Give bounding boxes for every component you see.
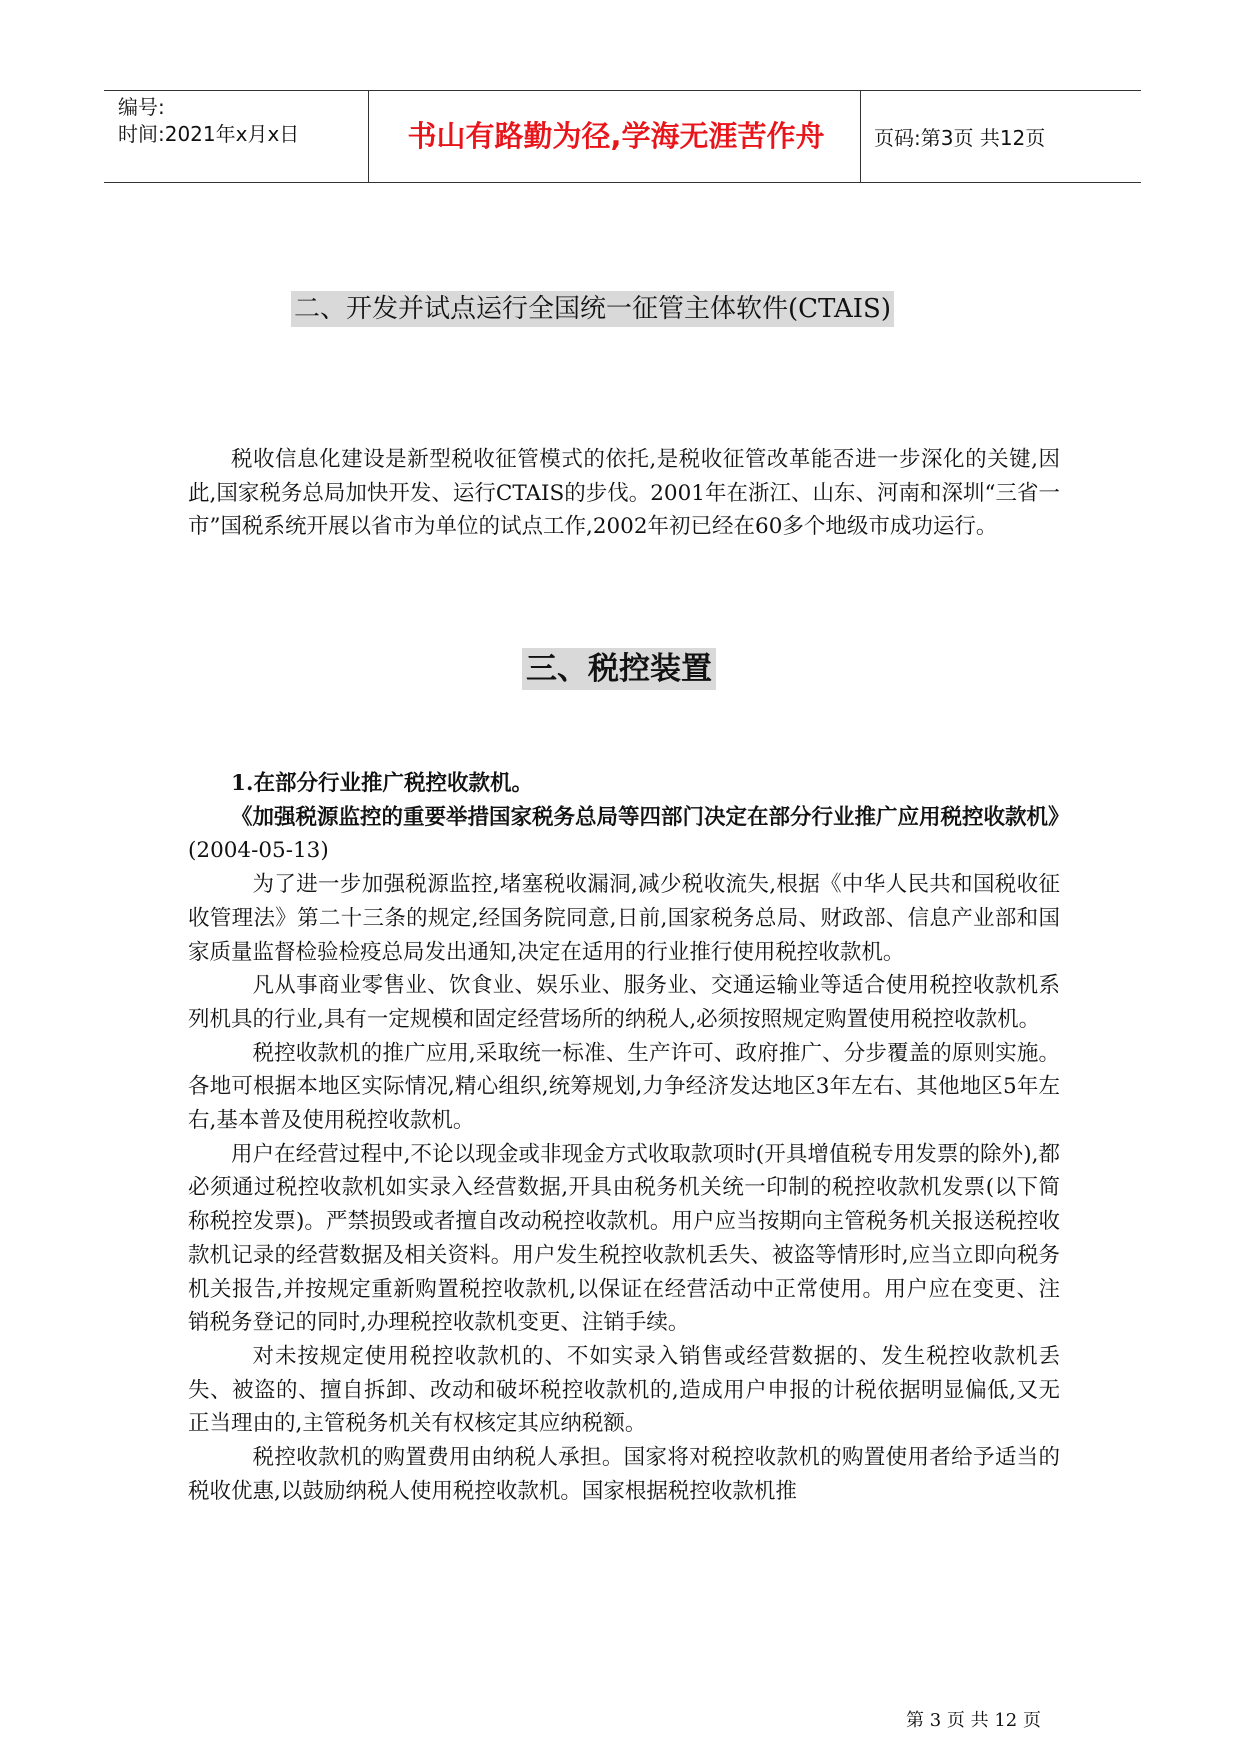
article-title: 《加强税源监控的重要举措国家税务总局等四部门决定在部分行业推广应用税控收款机》 — [231, 804, 1070, 830]
article-title-line — [188, 801, 1070, 868]
section-heading-tax-control: 三、税控装置 — [522, 648, 716, 690]
paragraph: 对未按规定使用税控收款机的、不如实录入销售或经营数据的、发生税控收款机丢失、被盗的、擅自拆卸、改动和破坏税控收款机的,造成用户申报的计税依据明显偏低,又无正当理由的,主管税务机关有权核定其应纳税额。 — [188, 1343, 1060, 1437]
footer-page-number: 第 3 页 共 12 页 — [906, 1710, 1041, 1731]
section-heading-ctais: 二、开发并试点运行全国统一征管主体软件(CTAIS) — [291, 291, 894, 327]
header-bottom-rule — [104, 182, 1141, 183]
section-tax-control-body — [188, 767, 1070, 1508]
paragraph: 凡从事商业零售业、饮食业、娱乐业、服务业、交通运输业等适合使用税控收款机系列机具的行业,具有一定规模和固定经营场所的纳税人,必须按照规定购置使用税控收款机。 — [188, 973, 1060, 1032]
paragraph: 为了进一步加强税源监控,堵塞税收漏洞,减少税收流失,根据《中华人民共和国税收征收管理法》第二十三条的规定,经国务院同意,日前,国家税务总局、财政部、信息产业部和国家质量监督检验检疫总局发出通知,决定在适用的行业推行使用税控收款机。 — [188, 872, 1060, 965]
section-ctais-body — [188, 443, 1060, 544]
doc-time-label: 时间:2021年x月x日 — [118, 122, 300, 146]
header-divider-right — [860, 90, 861, 182]
paragraph: 税控收款机的推广应用,采取统一标准、生产许可、政府推广、分步覆盖的原则实施。各地可根据本地区实际情况,精心组织,统筹规划,力争经济发达地区3年左右、其他地区5年左右,基本普及使用税控收款机。 — [188, 1040, 1060, 1134]
doc-number-label: 编号: — [118, 95, 165, 119]
header-page-label: 页码:第3页 共12页 — [874, 126, 1046, 150]
header-motto: 书山有路勤为径,学海无涯苦作舟 — [407, 119, 825, 153]
item-title: 1.在部分行业推广税控收款机。 — [231, 771, 533, 796]
header-divider-left — [368, 90, 369, 182]
paragraph-ctais: 税收信息化建设是新型税收征管模式的依托,是税收征管改革能否进一步深化的关键,因此,国家税务总局加快开发、运行CTAIS的步伐。2001年在浙江、山东、河南和深圳“三省一市”国税系统开展以省市为单位的试点工作,2002年初已经在60多个地级市成功运行。 — [188, 447, 1060, 540]
paragraph: 用户在经营过程中,不论以现金或非现金方式收取款项时(开具增值税专用发票的除外),都必须通过税控收款机如实录入经营数据,开具由税务机关统一印制的税控收款机发票(以下简称税控发票)。严禁损毁或者擅自改动税控收款机。用户应当按期向主管税务机关报送税控收款机记录的经营数据及相关资料。用户发生税控收款机丢失、被盗等情形时,应当立即向税务机关报告,并按规定重新购置税控收款机,以保证在经营活动中正常使用。用户应在变更、注销税务登记的同时,办理税控收款机变更、注销手续。 — [188, 1141, 1060, 1336]
article-date: (2004-05-13) — [188, 838, 329, 864]
header-top-rule — [104, 90, 1141, 91]
paragraph: 税控收款机的购置费用由纳税人承担。国家将对税控收款机的购置使用者给予适当的税收优惠,以鼓励纳税人使用税控收款机。国家根据税控收款机推 — [188, 1445, 1060, 1504]
